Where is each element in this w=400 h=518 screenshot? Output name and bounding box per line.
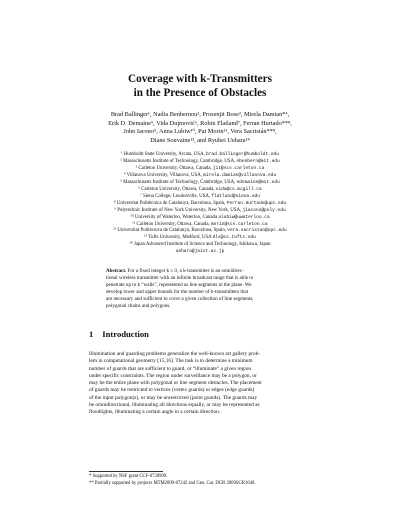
abstract-line: Abstract. For a fixed integer k ≥ 0, a k-transmitter is an omnidirec- (106, 268, 244, 274)
affiliation-line: ¹⁴ Japan Advanced Institute of Science and Technology, Ishikawa, Japan (129, 242, 271, 248)
paper-title (0, 72, 400, 100)
body-line: lem in computational geometry [15,16]. The task is to determine a minimum (89, 358, 253, 365)
body-line: of the input polygon(s), or may be unrestricted (point guards). The guards may (89, 394, 258, 401)
author-email: brad.ballinger@humboldt.edu (206, 152, 279, 157)
author-line: John Iacono⁹, Anna Lubiw¹⁰, Pat Morin¹¹, Vera Sacristán**⁸, (123, 128, 277, 136)
author-email: vera.sacristan@upc.edu (227, 228, 287, 234)
body-line: of guards may be restricted to vertices (vertex guards) or edges (edge guards) (89, 387, 255, 394)
title-line-2: in the Presence of Obstacles (133, 87, 267, 99)
abstract-line: polygonal chains and polygons. (106, 303, 171, 310)
author-email: mirela.damian@villanova.edu (203, 172, 277, 178)
body-line: floodlights, illuminating a certain angle in a certain direction. (89, 409, 221, 415)
author-line: Brad Ballinger¹, Nadia Benbernou², Prosenjit Bose³, Mirela Damian*⁴, (110, 111, 290, 118)
section-title: Introduction (102, 329, 149, 339)
abstract-line: tional wireless transmitter with an infinite broadcast range that is able to (106, 275, 254, 282)
affiliation-line: ¹ Humboldt State University, Arcata, USA, brad.ballinger@humboldt.edu (121, 152, 279, 157)
author-line: Diane Souvaine¹³, and Ryuhei Uehara¹⁴ (150, 136, 250, 144)
affiliation-line: ⁹ Polytechnic Institute of New York University, New York, USA, jiacono@poly.edu (114, 207, 286, 213)
affiliation-line: ¹⁰ University of Waterloo, Waterloo, Canada alubiw@uwaterloo.ca (130, 214, 270, 220)
body-line: number of guards that are sufficient to guard, or “illuminate” a given region (89, 365, 252, 372)
footnote-rule (89, 471, 163, 472)
author-email: vida@cs.mcgill.ca (215, 186, 262, 192)
affiliation-line: ¹² Universitat Politècnica de Catalunya, Barcelona, Spain, vera.sacristan@upc.edu (113, 228, 287, 234)
author-email: Ferran.Hurtado@upc.edu (226, 200, 287, 206)
body-line: be omnidirectional, illuminating all directions equally, or may be represented as (89, 401, 260, 408)
affiliation-list (30, 152, 370, 256)
author-list (40, 111, 360, 145)
author-email: edemaine@mit.edu (236, 179, 280, 185)
body-line: may be the entire plane with polygonal or line segment obstacles. The placement (89, 380, 262, 386)
footnotes (89, 474, 335, 487)
affiliation-line: ¹³ Tufts University, Medford, USA dls@cs.tufts.edu (144, 235, 256, 241)
affiliation-line: ¹¹ Carleton University, Ottawa, Canada, morin@scs.carleton.ca (132, 221, 268, 227)
abstract-label: Abstract. (106, 268, 127, 274)
body-text (89, 351, 335, 416)
affiliation-line: ⁴ Villanova University, Villanova, USA, mirela.damian@villanova.edu (123, 172, 277, 178)
affiliation-line: ³ Carleton University, Ottawa, Canada, jit@scs.carleton.ca (135, 165, 265, 171)
title-line-1: Coverage with k-Transmitters (128, 73, 272, 85)
author-email: flatland@siena.edu (211, 193, 260, 199)
affiliation-line: ⁷ Siena College, Loudonville, USA, flatland@siena.edu (140, 193, 260, 199)
affiliation-line: ² Massachusetts Institute of Technology, Cambridge, USA, nbenbern@mit.edu (120, 158, 280, 164)
abstract-line: develop lower and upper bounds for the number of k-transmitters that (106, 289, 249, 296)
affiliation-line: ⁶ Carleton University, Ottawa, Canada, vida@cs.mcgill.ca (138, 186, 262, 192)
footnote: ** Partially supported by projects MTM2009-07242 and Gen. Cat. DGR 2009SGR1040. (89, 480, 256, 486)
affiliation-line: ⁸ Universitat Politècnica de Catalunya, Barcelona, Spain, Ferran.Hurtado@upc.edu (113, 200, 287, 206)
author-email: jit@scs.carleton.ca (212, 165, 265, 171)
footnote: * Supported by NSF grant CCF-0728909. (89, 474, 168, 479)
abstract-line: penetrate up to k “walls”, represented as line segments in the plane. We (106, 282, 252, 289)
affiliation-line: ⁵ Massachusetts Institute of Technology, Cambridge, USA, edemaine@mit.edu (120, 179, 280, 185)
section-number: 1 (89, 329, 94, 339)
abstract-line: are necessary and sufficient to cover a given collection of line segments, (106, 296, 254, 303)
author-email: uehara@jaist.ac.jp (175, 249, 225, 255)
section-heading (89, 329, 149, 339)
body-line: under specific constraints. The region under surveillance may be a polygon, or (89, 372, 257, 379)
author-email: jiacono@poly.edu (242, 207, 286, 213)
body-line: Illumination and guarding problems generalize the well-known art gallery prob- (89, 351, 261, 357)
author-email: morin@scs.carleton.ca (210, 221, 268, 227)
author-email: dls@cs.tufts.edu (212, 235, 256, 241)
abstract (106, 268, 309, 311)
affiliation-line (30, 249, 370, 256)
author-line: Erik D. Demaine⁵, Vida Dujmović⁶, Robin Flatland⁷, Ferran Hurtado**⁸, (108, 119, 292, 127)
author-email: alubiw@uwaterloo.ca (218, 214, 270, 220)
author-email: nbenbern@mit.edu (236, 158, 280, 164)
